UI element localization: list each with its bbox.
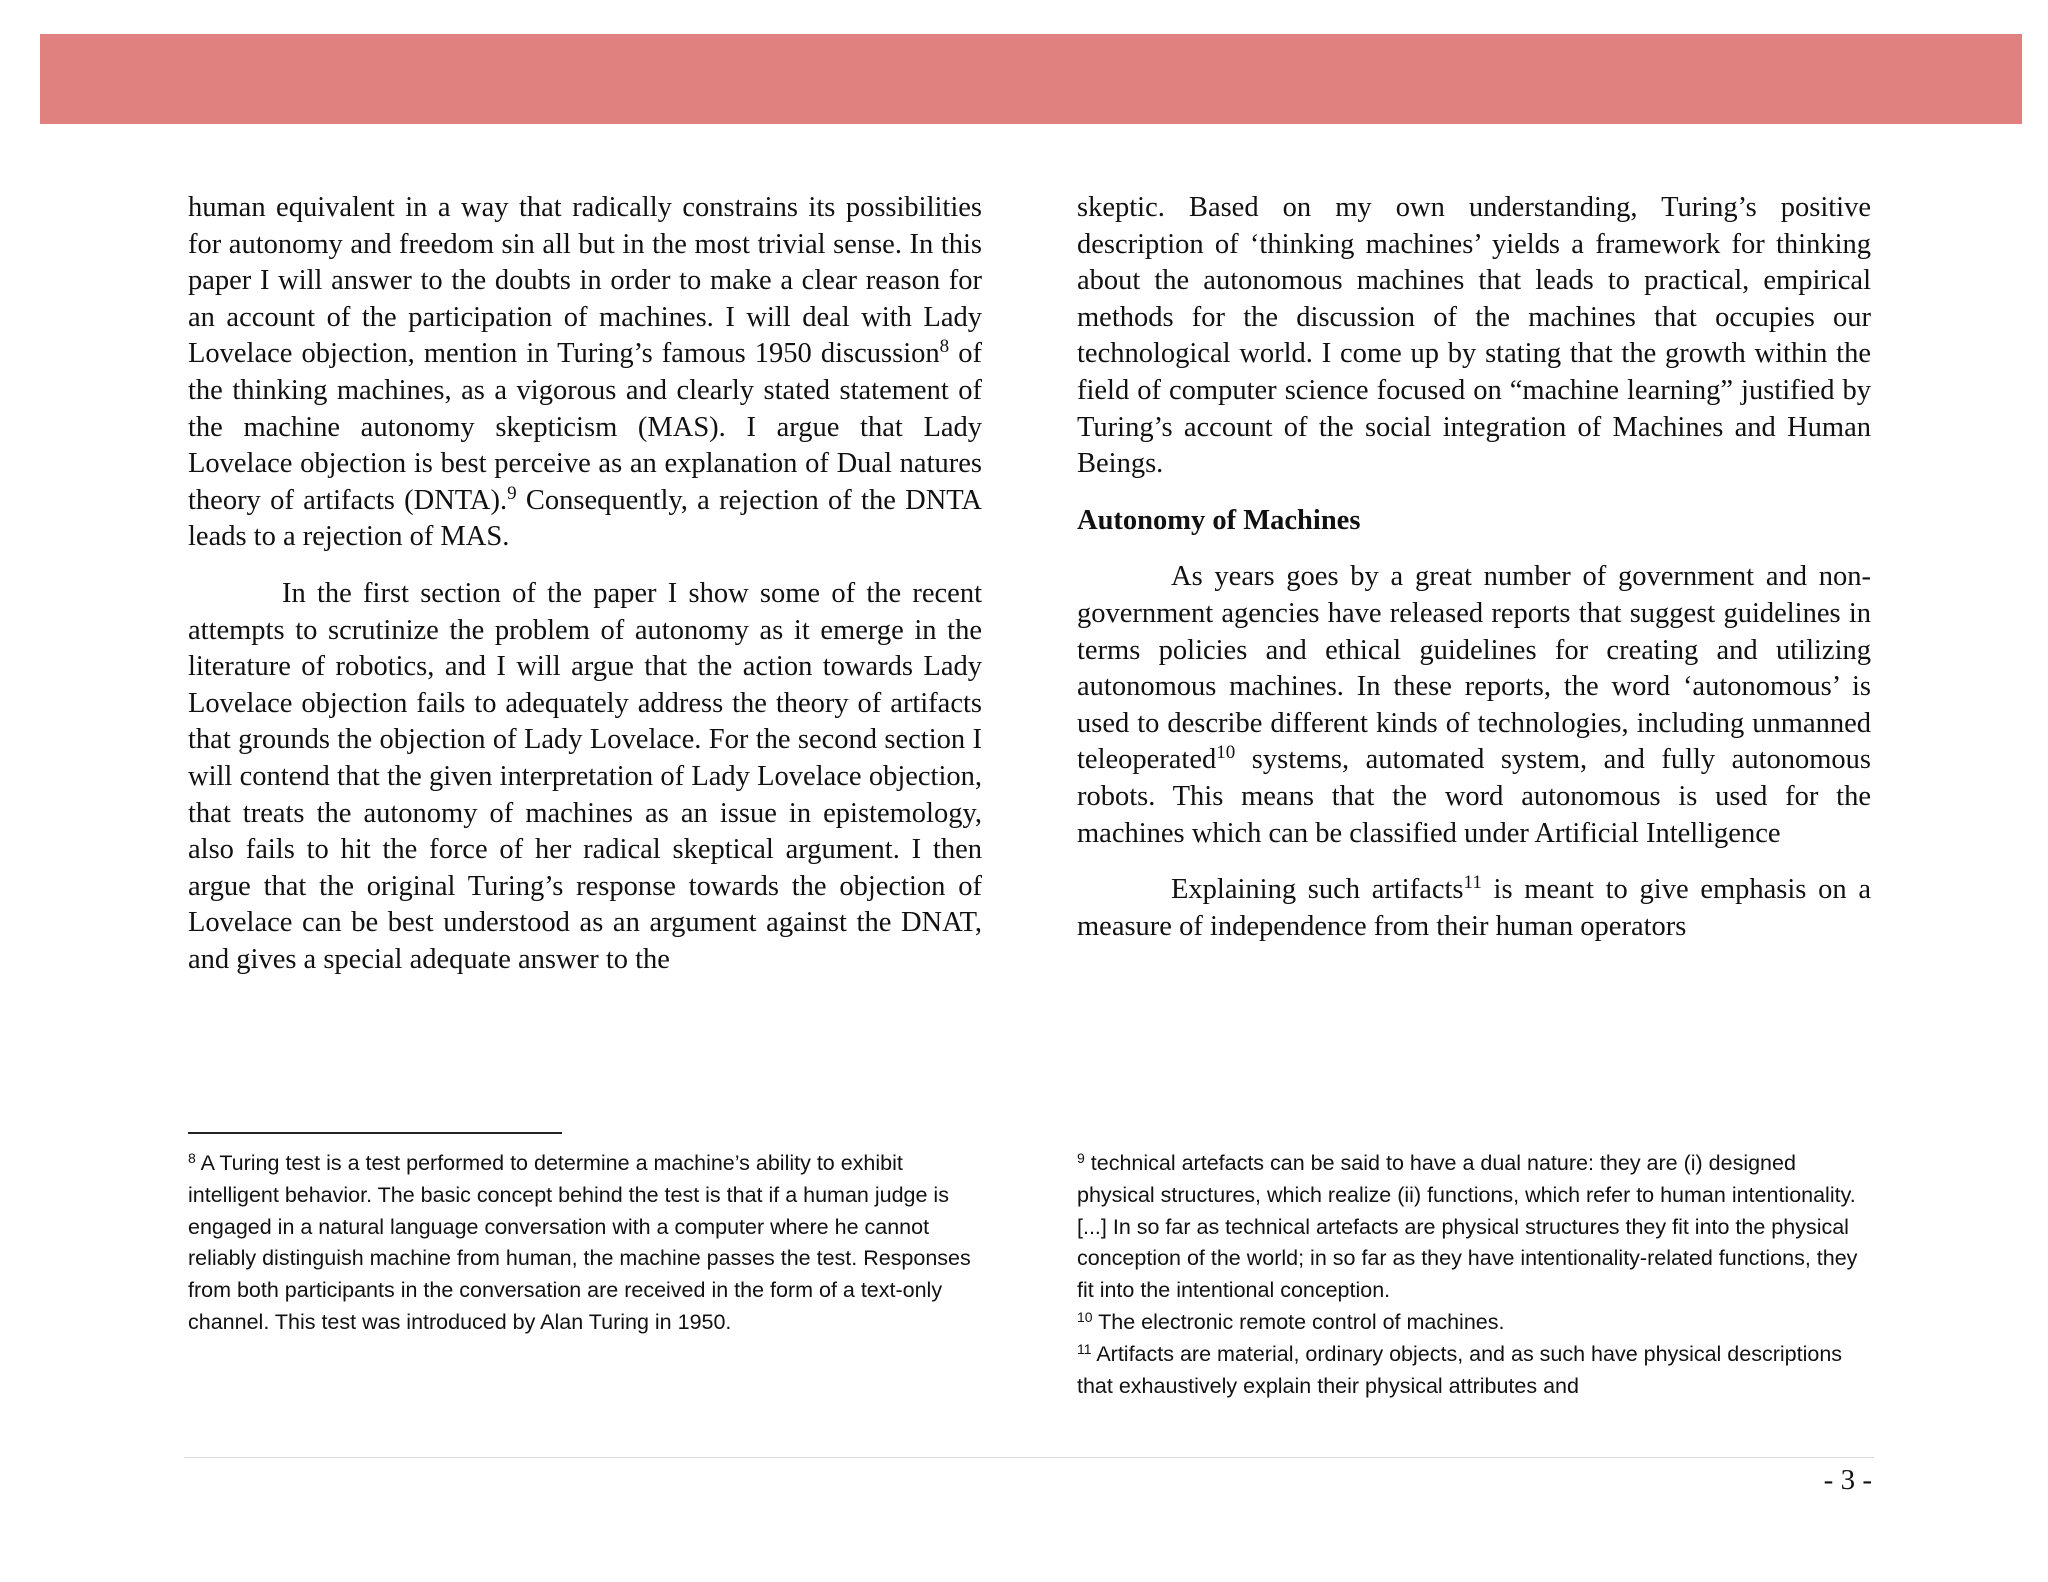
paragraph-first-section: In the first section of the paper I show some of the recent attempts to scrutinize the problem of autonomy as it emerge in the literature of robotics, and I will argue that the action towards Lady Lovelace objection fails to adequately address the theory of artifacts that grounds the objection of Lady Lovelace. For the second section I will contend that the given interpretation of Lady Lovelace objection, that treats the autonomy of machines as an issue in epistemology, also fails to hit the force of her radical skeptical argument. I then argue that the original Turing’s response towards the objection of Lovelace can be best understood as an argument against the DNAT, and gives a special adequate answer to the [188,577,982,975]
footer-rule [184,1457,1874,1458]
paragraph-skeptic: skeptic. Based on my own understanding, Turing’s positive description of ‘thinking machines’ yields a framework for thinking about the autonomous machines that leads to practical, empirical methods for the discussion of the machines that occupies our technological world. I come up by stating that the growth within the field of computer science focused on “machine learning” justified by Turing’s account of the social integration of Machines and Human Beings. [1077,192,1871,480]
right-column [1077,190,1871,965]
page-number: - 3 - [1823,1464,1872,1496]
paragraph-intro: human equivalent in a way that radically constrains its possibilities for autonomy and freedom sin all but in the most trivial sense. In this paper I will answer to the doubts in order to make a clear reason for an account of the participation of machines. I will deal with Lady Lovelace objection, mention in Turing’s famous 1950 discussion$^8$ of the thinking machines, as a vigorous and clearly stated statement of the machine autonomy skepticism (MAS). I argue that Lady Lovelace objection is best perceive as an explanation of Dual natures theory of artifacts (DNTA).$^9$ Consequently, a rejection of the DNTA leads to a rejection of MAS. [188,192,982,553]
footnote-ref-11[interactable]: 11 [1463,872,1482,894]
footnote-8: $^8$ A Turing test is a test performed to determine a machine’s ability to exhibit intelligent behavior. The basic concept behind the test is that if a human judge is engaged in a natural language conversation with a computer where he cannot reliably distinguish machine from human, the machine passes the test. Responses from both participants in the conversation are received in the form of a text-only channel. This test was introduced by Alan Turing in 1950. [188,1150,971,1334]
footnote-ref-10[interactable]: 10 [1216,742,1236,764]
section-heading: Autonomy of Machines [1077,504,1361,536]
footnote-separator [188,1132,562,1134]
footnote-ref-8[interactable]: 8 [939,336,950,358]
footnotes-left [188,1148,982,1339]
header-band [40,34,2022,124]
footnote-ref-9[interactable]: 9 [507,482,517,504]
footnote-10: $^{10}$ The electronic remote control of machines. [1077,1308,1505,1334]
left-column [188,190,982,998]
footnotes-right [1077,1148,1871,1402]
paragraph-artifacts: Explaining such artifacts$^{11}$ is meant to give emphasis on a measure of independence from their human operators [1077,872,1871,942]
footnote-11: $^{11}$ Artifacts are material, ordinary objects, and as such have physical descriptions that exhaustively explain their physical attributes and [1077,1340,1843,1398]
paragraph-reports: As years goes by a great number of government and non-government agencies have released reports that suggest guidelines in terms policies and ethical guidelines for creating and utilizing autonomous machines. In these reports, the word ‘autonomous’ is used to describe different kinds of technologies, including unmanned teleoperated$^{10}$ systems, automated system, and fully autonomous robots. This means that the word autonomous is used for the machines which can be classified under Artificial Intelligence [1077,561,1871,849]
footnote-9: $^9$ technical artefacts can be said to have a dual nature: they are (i) designed physical structures, which realize (ii) functions, which refer to human intentionality. [...] In so far as technical artefacts are physical structures they fit into the physical conception of the world; in so far as they have intentionality-related functions, they fit into the intentional conception. [1077,1150,1858,1303]
